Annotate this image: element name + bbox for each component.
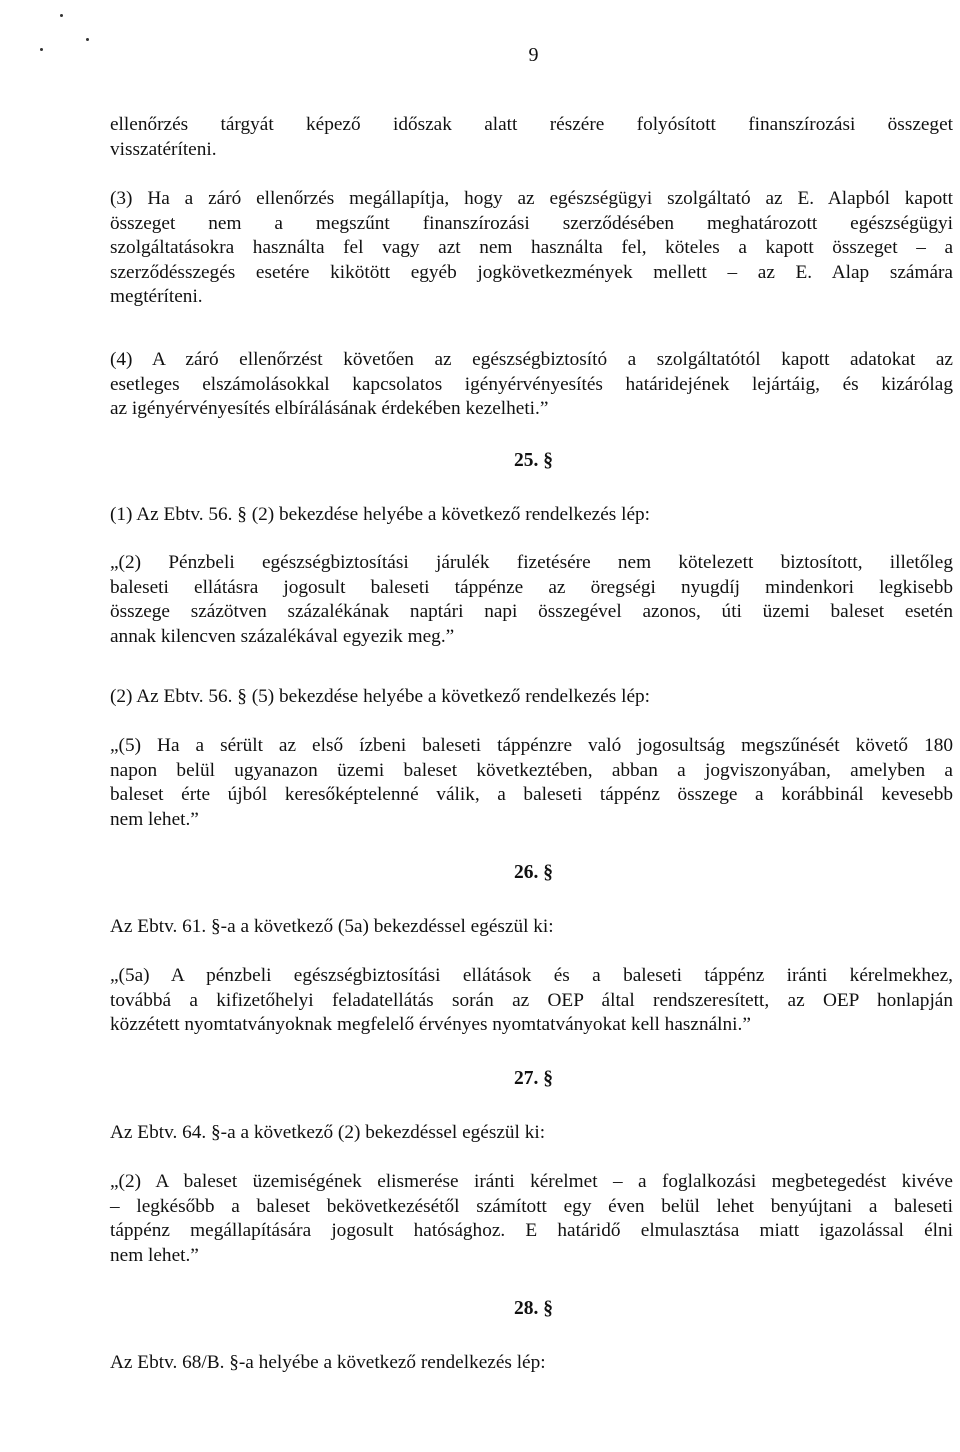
text-line: (3) Ha a záró ellenőrzés megállapítja, hogy az egészségügyi szolgáltató az E. Alapból kapott [110, 188, 953, 209]
text-line: „(5a) A pénzbeli egészségbiztosítási ellátások és a baleseti táppénz iránti kérelmekhez, [110, 965, 953, 986]
text-line: összeget nem a megszűnt finanszírozási szerződésében meghatározott egészségügyi [110, 212, 953, 234]
paragraph-3 [110, 187, 953, 310]
text-line: visszatéríteni. [110, 138, 217, 160]
quoted-provision-56-5 [110, 734, 953, 832]
text-line: az igényérvényesítés elbírálásának érdekében kezelheti.” [110, 398, 549, 420]
text-line: annak kilencven százalékával egyezik meg.” [110, 625, 455, 647]
section-27-intro: Az Ebtv. 64. §-a a következő (2) bekezdéssel egészül ki: [110, 1122, 546, 1143]
text-line: ellenőrzés tárgyát képező időszak alatt részére folyósított finanszírozási összeget [110, 114, 953, 135]
scan-speck [60, 14, 63, 17]
section-28-intro: Az Ebtv. 68/B. §-a helyébe a következő rendelkezés lép: [110, 1352, 546, 1373]
page-number: 9 [528, 44, 539, 66]
text-line: nem lehet.” [110, 1244, 199, 1266]
section-26-intro: Az Ebtv. 61. §-a a következő (5a) bekezdéssel egészül ki: [110, 916, 554, 937]
text-line: baleseti ellátásra jogosult baleseti táppénze az öregségi nyugdíj mindenkori legkisebb [110, 576, 953, 598]
text-line: „(2) Pénzbeli egészségbiztosítási járulék fizetésére nem kötelezett biztosított, illetőleg [110, 552, 953, 573]
quoted-provision-61-5a [110, 964, 953, 1038]
paragraph-continuation [110, 113, 953, 162]
text-line: közzétett nyomtatványoknak megfelelő érvényes nyomtatványokat kell használni.” [110, 1014, 751, 1036]
text-line: összege százötven százalékának naptári napi összegével azonos, úti üzemi baleset esetén [110, 601, 953, 623]
text-line: „(2) A baleset üzemiségének elismerése iránti kérelmet – a foglalkozási megbetegedést kivéve [110, 1171, 953, 1192]
quoted-provision-56-2 [110, 551, 953, 649]
text-line: – legkésőbb a baleset bekövetkezésétől számított egy éven belül lehet benyújtani a baleseti [110, 1195, 953, 1217]
text-line: szolgáltatásokra használta fel vagy azt nem használta fel, köteles a kapott összeget – a [110, 237, 953, 259]
section-heading-25: 25. § [514, 450, 553, 471]
section-heading-28: 28. § [514, 1298, 553, 1319]
section-25-intro-2: (2) Az Ebtv. 56. § (5) bekezdése helyébe a következő rendelkezés lép: [110, 686, 650, 707]
quoted-provision-64-2 [110, 1170, 953, 1268]
text-line: baleset érte újból keresőképtelenné válik, a baleseti táppénz összege a korábbinál kevesebb [110, 784, 953, 806]
text-line: (4) A záró ellenőrzést követően az egészségbiztosító a szolgáltatótól kapott adatokat az [110, 349, 953, 370]
text-line: napon belül ugyanazon üzemi baleset következtében, abban a jogviszonyában, amelyben a [110, 759, 953, 781]
text-line: esetleges elszámolásokkal kapcsolatos igényérvényesítés határidejének lejártáig, és kizárólag [110, 373, 953, 395]
text-line: „(5) Ha a sérült az első ízbeni baleseti táppénzre való jogosultság megszűnését követő 180 [110, 735, 953, 756]
section-heading-27: 27. § [514, 1068, 553, 1089]
section-heading-26: 26. § [514, 862, 553, 883]
paragraph-4 [110, 348, 953, 422]
text-line: táppénz megállapítására jogosult hatósághoz. E határidő elmulasztása miatt igazolással élni [110, 1220, 953, 1242]
text-line: megtéríteni. [110, 286, 203, 308]
scan-speck [86, 38, 89, 41]
section-25-intro-1: (1) Az Ebtv. 56. § (2) bekezdése helyébe a következő rendelkezés lép: [110, 504, 650, 525]
text-line: nem lehet.” [110, 808, 199, 830]
text-line: továbbá a kifizetőhelyi feladatellátás során az OEP által rendszeresített, az OEP honlapján [110, 989, 953, 1011]
text-line: szerződésszegés esetére kikötött egyéb jogkövetkezmények mellett – az E. Alap számára [110, 261, 953, 283]
